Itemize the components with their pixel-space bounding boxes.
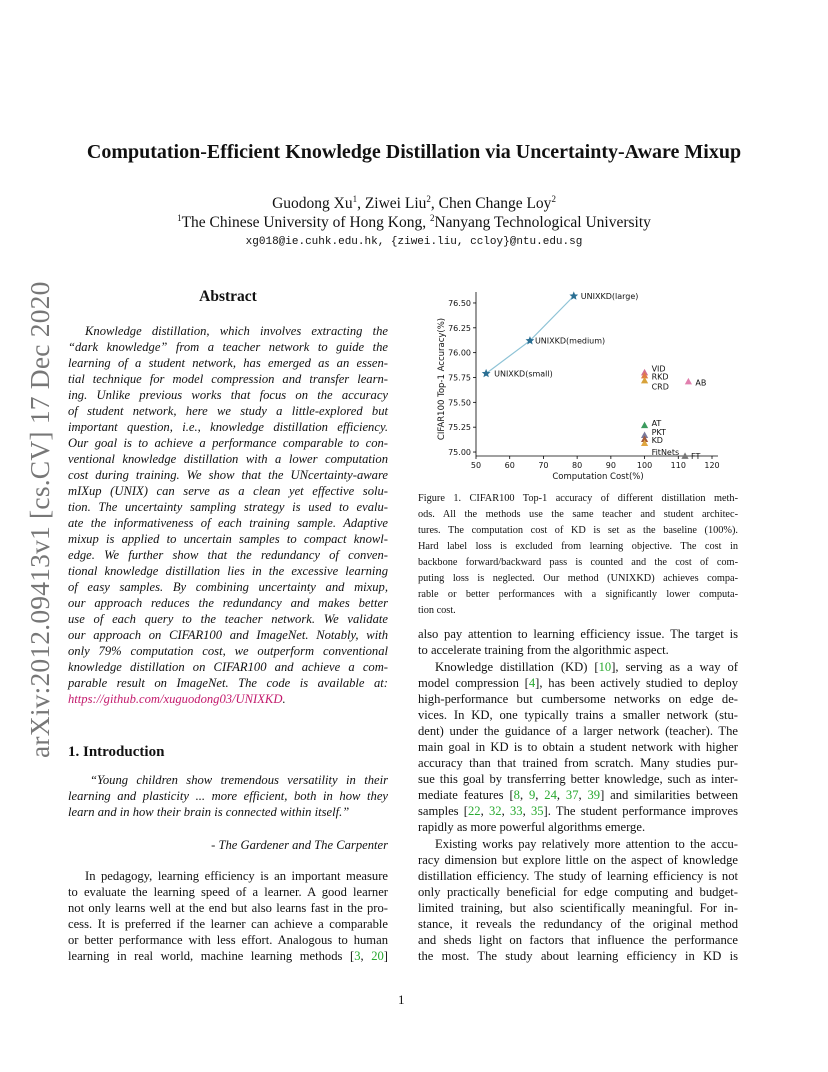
abstract-line: “dark knowledge” from a teacher network to guide the <box>68 340 388 354</box>
caption-line: rable or better performances with a significantly lower computa- <box>418 589 738 600</box>
body-text: ], serving as a way of <box>611 660 738 674</box>
author-affil-mark: 2 <box>426 193 431 204</box>
abstract-line: tial technique for model compression and transfer learn- <box>68 372 388 386</box>
body-text: learning in real world, machine learning methods [ <box>68 949 355 963</box>
body-line: main goal in KD is to obtain a student network with higher <box>418 740 738 754</box>
body-text: ] and similarities between <box>600 788 738 802</box>
citation-link[interactable]: 4 <box>528 676 536 690</box>
x-tick-label: 120 <box>704 461 720 470</box>
body-line: high-performance but cumbersome networks on edge de- <box>418 692 738 706</box>
author-affil-mark: 2 <box>551 193 556 204</box>
citation-link[interactable]: 37 <box>565 788 579 802</box>
point-label-at: AT <box>651 419 662 429</box>
point-label-kd: KD <box>651 436 663 446</box>
quote-attribution: - The Gardener and The Carpenter <box>211 838 388 852</box>
abstract-line: important question, i.e., knowledge distillation efficiency. <box>68 420 388 434</box>
body-text: mediate features [ <box>418 788 514 802</box>
quote-line: learning and plasticity ... more efficient, both in how they <box>68 789 388 803</box>
affil-mark: 1 <box>177 212 182 223</box>
abstract-line: ventional knowledge distillation with a lower computation <box>68 452 388 466</box>
author-emails: xg018@ie.cuhk.edu.hk, {ziwei.liu, ccloy}@ntu.edu.sg <box>245 236 583 248</box>
body-line: sue this goal by transferring better knowledge, such as inter- <box>418 772 738 786</box>
author-affil-mark: 1 <box>352 193 358 204</box>
caption-line: Figure 1. CIFAR100 Top-1 accuracy of different distillation meth- <box>418 493 738 504</box>
author-name: Guodong Xu <box>272 195 353 212</box>
point-unixkd-small <box>482 369 491 377</box>
abstract-line: mIXup (UNIX) can serve as a clean yet effective solu- <box>68 484 388 498</box>
abstract-line: Our goal is to achieve a performance comparable to con- <box>68 436 388 450</box>
body-text: ]. The student performance improves <box>543 804 739 818</box>
body-line: also pay attention to learning efficiency issue. The target is <box>418 627 738 641</box>
abstract-line: only 79% computation cost, we outperform conventional <box>68 644 388 658</box>
point-label-unixkd-large: UNIXKD(large) <box>580 292 639 302</box>
quote-line: learn and in how their brain is connected within itself.” <box>68 805 350 819</box>
body-line: In pedagogy, learning efficiency is an important measure <box>85 869 388 883</box>
abstract-line: our approach on CIFAR100 and ImageNet. Notably, with <box>68 628 388 642</box>
citation-link[interactable]: 24 <box>544 788 557 802</box>
abstract-line: knowledge distillation on CIFAR100 and achieve a com- <box>68 660 388 674</box>
caption-line: Hard label loss is excluded from learning objective. The cost in <box>418 541 738 552</box>
paper-title: Computation-Efficient Knowledge Distillation via Uncertainty-Aware Mixup <box>86 141 742 163</box>
body-text: ] <box>383 949 388 963</box>
citation-link[interactable]: 35 <box>530 804 544 818</box>
point-label-fitnets: FitNets <box>651 448 680 458</box>
body-line: racy dimension but explore little on the aspect of knowledge <box>418 853 738 867</box>
scatter-chart <box>432 290 742 490</box>
abstract-line: tion. The uncertainty sampling strategy is used to evalu- <box>68 500 388 514</box>
body-line: mediate features [8, 9, 24, 37, 39] and similarities between <box>418 788 738 802</box>
link-suffix: . <box>282 692 286 706</box>
affiliations: $^1$The Chinese University of Hong Kong, $^2$Nanyang Technological University <box>177 212 651 231</box>
point-label-ft: FT <box>691 452 701 461</box>
affiliation-name: The Chinese University of Hong Kong <box>181 214 423 231</box>
caption-line: ods. All the methods use the same teacher and student architec- <box>418 509 738 520</box>
x-tick-label: 70 <box>538 461 549 470</box>
x-tick-label: 50 <box>470 461 482 470</box>
chart-marks <box>482 291 707 461</box>
point-ab <box>685 378 692 384</box>
point-label-vid: VID <box>651 364 666 374</box>
body-text: model compression [ <box>418 676 529 690</box>
y-tick-label: 76.50 <box>448 298 471 308</box>
body-line: to accelerate training from the algorithmic aspect. <box>418 643 669 657</box>
body-line: to evaluate the learning speed of a learner. A good learner <box>68 885 388 899</box>
body-line: accuracy than that trained from scratch. Many studies pur- <box>418 756 738 770</box>
body-line: rapidly as more powerful algorithms emerge. <box>418 820 646 834</box>
citation-link[interactable]: 8 <box>513 788 520 802</box>
abstract-line: ate the informativeness of each training sample. Adaptive <box>68 516 388 530</box>
citation-link[interactable]: 20 <box>371 949 384 963</box>
code-link[interactable]: https://github.com/xuguodong03/UNIXKD <box>68 692 283 706</box>
page-number: 1 <box>398 992 405 1007</box>
body-line <box>418 659 738 675</box>
x-axis-label: Computation Cost(%) <box>552 472 644 482</box>
body-line: and sheds light on factors that influence the performance <box>418 933 738 947</box>
author-list: Guodong Xu$^1$, Ziwei Liu$^2$, Chen Change Loy$^2$ <box>272 193 556 212</box>
affil-mark: 2 <box>429 212 435 223</box>
body-line: only practically beneficial for edge computing and budget- <box>418 885 738 899</box>
abstract-line: learning of a student network, has emerged as an essen- <box>68 356 388 370</box>
x-tick-label: 60 <box>504 461 515 470</box>
y-tick-label: 75.75 <box>448 373 471 383</box>
body-line: the most. The study about learning efficiency in KD is <box>418 949 738 963</box>
y-axis-label: CIFAR100 Top-1 Accuracy(%) <box>437 317 447 441</box>
point-label-unixkd-medium: UNIXKD(medium) <box>534 336 606 346</box>
caption-line: backbone forward/backward pass is counted and the cost of com- <box>418 557 738 568</box>
x-tick-label: 90 <box>605 461 616 470</box>
point-label-unixkd-small: UNIXKD(small) <box>494 369 553 379</box>
y-tick-label: 76.00 <box>448 348 471 358</box>
abstract-line: use of each query to the teacher network. We validate <box>68 612 388 626</box>
point-label-crd: CRD <box>651 382 669 392</box>
citation-link[interactable]: 10 <box>598 660 612 674</box>
point-label-pkt: PKT <box>651 428 666 438</box>
abstract-line: Knowledge distillation, which involves extracting the <box>85 324 388 338</box>
point-label-ab: AB <box>695 378 707 388</box>
citation-link[interactable]: 32 <box>488 804 502 818</box>
citation-link[interactable]: 39 <box>587 788 601 802</box>
abstract-line: of easy samples. By combining uncertainty and mixup, <box>68 580 388 594</box>
quote-line: “Young children show tremendous versatility in their <box>90 773 388 787</box>
abstract-line: ing. Unlike previous works that focus on the accuracy <box>68 388 388 402</box>
x-tick-label: 80 <box>572 461 583 470</box>
arxiv-stamp <box>22 280 62 760</box>
y-tick-label: 75.25 <box>448 423 471 433</box>
abstract-line: tional knowledge distillation lies in the excessive learning <box>68 564 388 578</box>
abstract-line: of student network, here we study a little-explored but <box>68 404 388 418</box>
body-line: stance, it reveals the redundancy of the original method <box>418 917 738 931</box>
point-at <box>641 422 648 428</box>
body-line: limited training, but also scientifically meaningful. For in- <box>418 901 738 915</box>
abstract-line <box>68 691 388 707</box>
citation-link[interactable]: 9 <box>528 788 536 802</box>
abstract-line: edge. We further show that the redundancy of conven- <box>68 548 388 562</box>
body-line: vices. In KD, one typically trains a smaller network (stu- <box>418 708 738 722</box>
citation-link[interactable]: 33 <box>509 804 523 818</box>
body-line: or better performance with less effort. Analogous to human <box>68 933 388 947</box>
body-line: dent) under the guidance of a larger network (teacher). The <box>418 724 738 738</box>
arxiv-stamp-text: arXiv:2012.09413v1 [cs.CV] 17 Dec 2020 <box>24 281 55 758</box>
abstract-line: cost during training. We show that the UNcertainty-aware <box>68 468 388 482</box>
body-line: Existing works pay relatively more attention to the accu- <box>435 837 738 851</box>
point-label-rkd: RKD <box>651 372 669 382</box>
body-line: samples [22, 32, 33, 35]. The student performance improves <box>418 804 739 818</box>
affiliation-name: Nanyang Technological University <box>434 214 651 231</box>
body-line: not only learns well at the end but also learns fast in the pro- <box>68 901 388 915</box>
body-line <box>418 675 738 691</box>
body-text: samples [ <box>418 804 468 818</box>
body-text: Knowledge distillation (KD) [ <box>435 660 599 674</box>
citation-link[interactable]: 3 <box>354 949 361 963</box>
series-line-unixkd <box>486 296 574 374</box>
abstract-line: parable result on ImageNet. The code is available at: <box>68 676 388 690</box>
section-heading-introduction: 1. Introduction <box>68 744 165 760</box>
abstract-line: our approach reduces the redundancy and makes better <box>68 596 388 610</box>
x-tick-label: 110 <box>670 461 686 470</box>
y-tick-label: 76.25 <box>448 323 471 333</box>
citation-link[interactable]: 22 <box>468 804 481 818</box>
body-line: distillation efficiency. The study of learning efficiency is not <box>418 869 738 883</box>
author-name: Chen Change Loy <box>438 195 552 212</box>
caption-line: tures. The computation cost of KD is set as the baseline (100%). <box>418 525 738 536</box>
caption-line: tion cost. <box>418 605 456 616</box>
y-tick-label: 75.00 <box>448 448 471 458</box>
abstract-heading: Abstract <box>199 288 257 305</box>
caption-line: puting loss is neglected. Our method (UNIXKD) achieves compa- <box>418 573 738 584</box>
body-line: cess. It is preferred if the learner can achieve a comparable <box>68 917 388 931</box>
body-text: ], has been actively studied to deploy <box>535 676 738 690</box>
author-name: Ziwei Liu <box>364 195 427 212</box>
body-line: learning in real world, machine learning methods [3, 20] <box>68 949 388 963</box>
abstract-line: mixup is applied to uncertain samples to compact knowl- <box>68 532 388 546</box>
figure-1-chart <box>432 290 742 490</box>
x-tick-label: 100 <box>636 461 653 470</box>
y-tick-label: 75.50 <box>448 398 471 408</box>
